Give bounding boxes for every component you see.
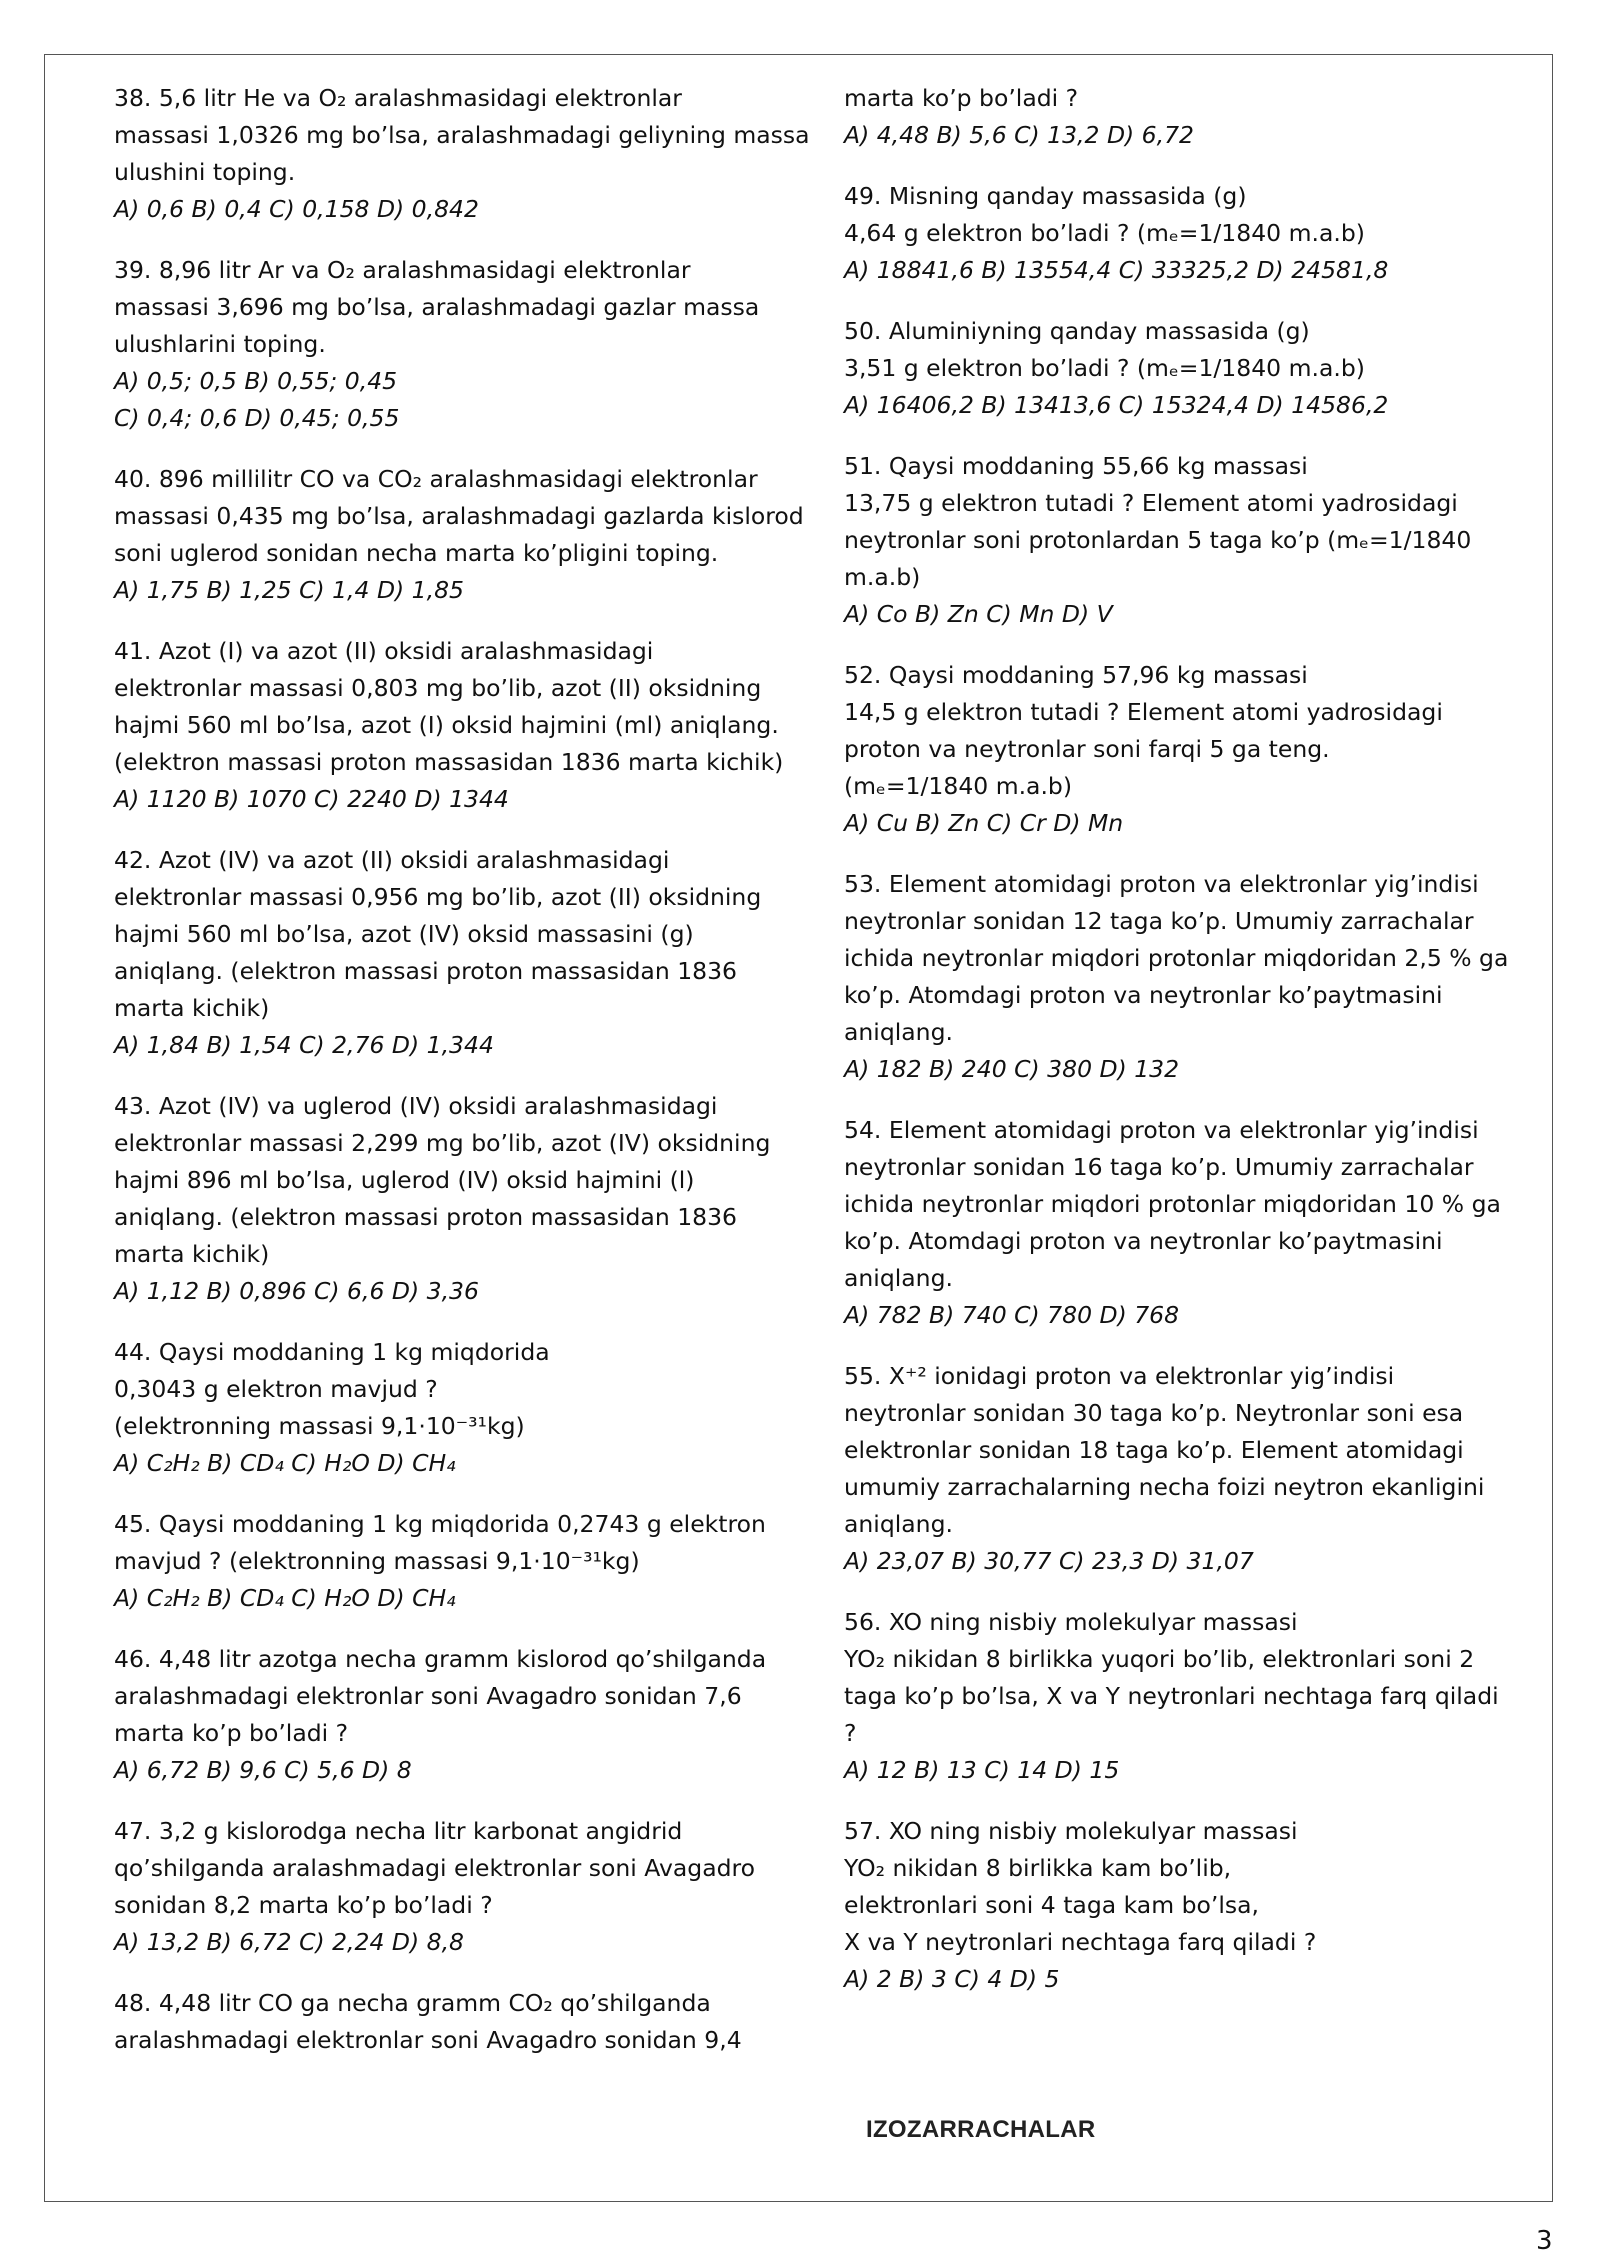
answer-options: A) 4,48 B) 5,6 C) 13,2 D) 6,72 — [844, 121, 1195, 149]
question-stem: 52. Qaysi moddaning 57,96 kg massasi 14,5 g elektron tutadi ? Element atomi yadrosidagi proton va neytronlar soni farqi 5 ga teng. (mₑ=1/1840 m.a.b) — [844, 661, 1443, 800]
question-57 — [844, 1813, 1549, 1998]
answer-options: A) C₂H₂ B) CD₄ C) H₂O D) CH₄ — [114, 1449, 456, 1477]
answer-options: A) 18841,6 B) 13554,4 C) 33325,2 D) 24581,8 — [844, 256, 1389, 284]
question-stem: 43. Azot (IV) va uglerod (IV) oksidi aralashmasidagi elektronlar massasi 2,299 mg bo’lib, azot (IV) oksidning hajmi 896 ml bo’lsa, uglerod (IV) oksid hajmini (l) aniqlang. (elektron massasi proton massasidan 1836 marta kichik) — [114, 1092, 771, 1268]
question-50 — [844, 313, 1549, 424]
question-stem: 54. Element atomidagi proton va elektronlar yig’indisi neytronlar sonidan 16 taga ko’p. Umumiy zarrachalar ichida neytronlar miqdori protonlar miqdoridan 10 % ga ko’p. Atomdagi proton va neytronlar ko’paytmasini aniqlang. — [844, 1116, 1501, 1292]
question-56 — [844, 1604, 1549, 1789]
question-38 — [114, 80, 834, 228]
answer-options: A) 6,72 B) 9,6 C) 5,6 D) 8 — [114, 1756, 412, 1784]
question-stem: 42. Azot (IV) va azot (II) oksidi aralashmasidagi elektronlar massasi 0,956 mg bo’lib, azot (II) oksidning hajmi 560 ml bo’lsa, azot (IV) oksid massasini (g) aniqlang. (elektron massasi proton massasidan 1836 marta kichik) — [114, 846, 762, 1022]
answer-options: A) 1,84 B) 1,54 C) 2,76 D) 1,344 — [114, 1031, 494, 1059]
left-column — [114, 80, 834, 2083]
question-48 — [114, 1985, 834, 2059]
answer-options: A) 1,12 B) 0,896 C) 6,6 D) 3,36 — [114, 1277, 479, 1305]
answer-options: A) 13,2 B) 6,72 C) 2,24 D) 8,8 — [114, 1928, 465, 1956]
question-51 — [844, 448, 1549, 633]
question-stem: 47. 3,2 g kislorodga necha litr karbonat angidrid qo’shilganda aralashmadagi elektronlar soni Avagadro sonidan 8,2 marta ko’p bo’ladi ? — [114, 1817, 756, 1919]
question-54 — [844, 1112, 1549, 1334]
answer-options: A) C₂H₂ B) CD₄ C) H₂O D) CH₄ — [114, 1584, 456, 1612]
question-stem: 50. Aluminiyning qanday massasida (g) 3,51 g elektron bo’ladi ? (mₑ=1/1840 m.a.b) — [844, 317, 1365, 382]
question-stem: 51. Qaysi moddaning 55,66 kg massasi 13,75 g elektron tutadi ? Element atomi yadrosidagi neytronlar soni protonlardan 5 taga ko’p (mₑ=1/1840 m.a.b) — [844, 452, 1472, 591]
question-46 — [114, 1641, 834, 1789]
answer-options: A) Co B) Zn C) Mn D) V — [844, 600, 1113, 628]
question-43 — [114, 1088, 834, 1310]
question-55 — [844, 1358, 1549, 1580]
answer-options: A) 12 B) 13 C) 14 D) 15 — [844, 1756, 1120, 1784]
question-44 — [114, 1334, 834, 1482]
question-53 — [844, 866, 1549, 1088]
question-48-continued — [844, 80, 1549, 154]
question-stem: 48. 4,48 litr CO ga necha gramm CO₂ qo’shilganda aralashmadagi elektronlar soni Avagadro sonidan 9,4 — [114, 1989, 742, 2054]
answer-options: A) 0,6 B) 0,4 C) 0,158 D) 0,842 — [114, 195, 479, 223]
question-45 — [114, 1506, 834, 1617]
question-stem: 38. 5,6 litr He va O₂ aralashmasidagi elektronlar massasi 1,0326 mg bo’lsa, aralashmadagi geliyning massa ulushini toping. — [114, 84, 810, 186]
section-heading: IZOZARRACHALAR — [866, 2116, 1096, 2143]
question-stem: 46. 4,48 litr azotga necha gramm kislorod qo’shilganda aralashmadagi elektronlar soni Avagadro sonidan 7,6 marta ko’p bo’ladi ? — [114, 1645, 767, 1747]
answer-options: A) Cu B) Zn C) Cr D) Mn — [844, 809, 1124, 837]
answer-options: A) 1120 B) 1070 C) 2240 D) 1344 — [114, 785, 509, 813]
question-stem: 56. XO ning nisbiy molekulyar massasi YO₂ nikidan 8 birlikka yuqori bo’lib, elektronlari soni 2 taga ko’p bo’lsa, X va Y neytronlari nechtaga farq qiladi ? — [844, 1608, 1499, 1747]
question-stem: 40. 896 millilitr CO va CO₂ aralashmasidagi elektronlar massasi 0,435 mg bo’lsa, aralashmadagi gazlarda kislorod soni uglerod sonidan necha marta ko’pligini toping. — [114, 465, 804, 567]
answer-options: A) 782 B) 740 C) 780 D) 768 — [844, 1301, 1180, 1329]
question-49 — [844, 178, 1549, 289]
question-stem: 45. Qaysi moddaning 1 kg miqdorida 0,2743 g elektron mavjud ? (elektronning massasi 9,1·10⁻³¹kg) — [114, 1510, 766, 1575]
question-42 — [114, 842, 834, 1064]
question-47 — [114, 1813, 834, 1961]
question-stem: 39. 8,96 litr Ar va O₂ aralashmasidagi elektronlar massasi 3,696 mg bo’lsa, aralashmadagi gazlar massa ulushlarini toping. — [114, 256, 760, 358]
page-number: 3 — [1536, 2226, 1553, 2256]
question-40 — [114, 461, 834, 609]
question-stem: 57. XO ning nisbiy molekulyar massasi YO₂ nikidan 8 birlikka kam bo’lib, elektronlari soni 4 taga kam bo’lsa, X va Y neytronlari nechtaga farq qiladi ? — [844, 1817, 1317, 1956]
answer-options: A) 182 B) 240 C) 380 D) 132 — [844, 1055, 1180, 1083]
answer-options: A) 2 B) 3 C) 4 D) 5 — [844, 1965, 1060, 1993]
answer-options: A) 1,75 B) 1,25 C) 1,4 D) 1,85 — [114, 576, 465, 604]
question-stem: 49. Misning qanday massasida (g) 4,64 g elektron bo’ladi ? (mₑ=1/1840 m.a.b) — [844, 182, 1365, 247]
right-column — [844, 80, 1549, 2022]
answer-options: A) 16406,2 B) 13413,6 C) 15324,4 D) 14586,2 — [844, 391, 1389, 419]
question-stem: marta ko’p bo’ladi ? — [844, 84, 1079, 112]
question-stem: 55. X⁺² ionidagi proton va elektronlar yig’indisi neytronlar sonidan 30 taga ko’p. Neytronlar soni esa elektronlar sonidan 18 taga ko’p. Element atomidagi umumiy zarrachalarning necha foizi neytron ekanligini aniqlang. — [844, 1362, 1485, 1538]
question-stem: 44. Qaysi moddaning 1 kg miqdorida 0,3043 g elektron mavjud ? (elektronning massasi 9,1·10⁻³¹kg) — [114, 1338, 550, 1440]
question-39 — [114, 252, 834, 437]
question-41 — [114, 633, 834, 818]
question-stem: 53. Element atomidagi proton va elektronlar yig’indisi neytronlar sonidan 12 taga ko’p. Umumiy zarrachalar ichida neytronlar miqdori protonlar miqdoridan 2,5 % ga ko’p. Atomdagi proton va neytronlar ko’paytmasini aniqlang. — [844, 870, 1509, 1046]
answer-options: A) 23,07 B) 30,77 C) 23,3 D) 31,07 — [844, 1547, 1254, 1575]
answer-options: A) 0,5; 0,5 B) 0,55; 0,45 C) 0,4; 0,6 D) 0,45; 0,55 — [114, 367, 400, 432]
question-stem: 41. Azot (I) va azot (II) oksidi aralashmasidagi elektronlar massasi 0,803 mg bo’lib, azot (II) oksidning hajmi 560 ml bo’lsa, azot (I) oksid hajmini (ml) aniqlang. (elektron massasi proton massasidan 1836 marta kichik) — [114, 637, 784, 776]
question-52 — [844, 657, 1549, 842]
